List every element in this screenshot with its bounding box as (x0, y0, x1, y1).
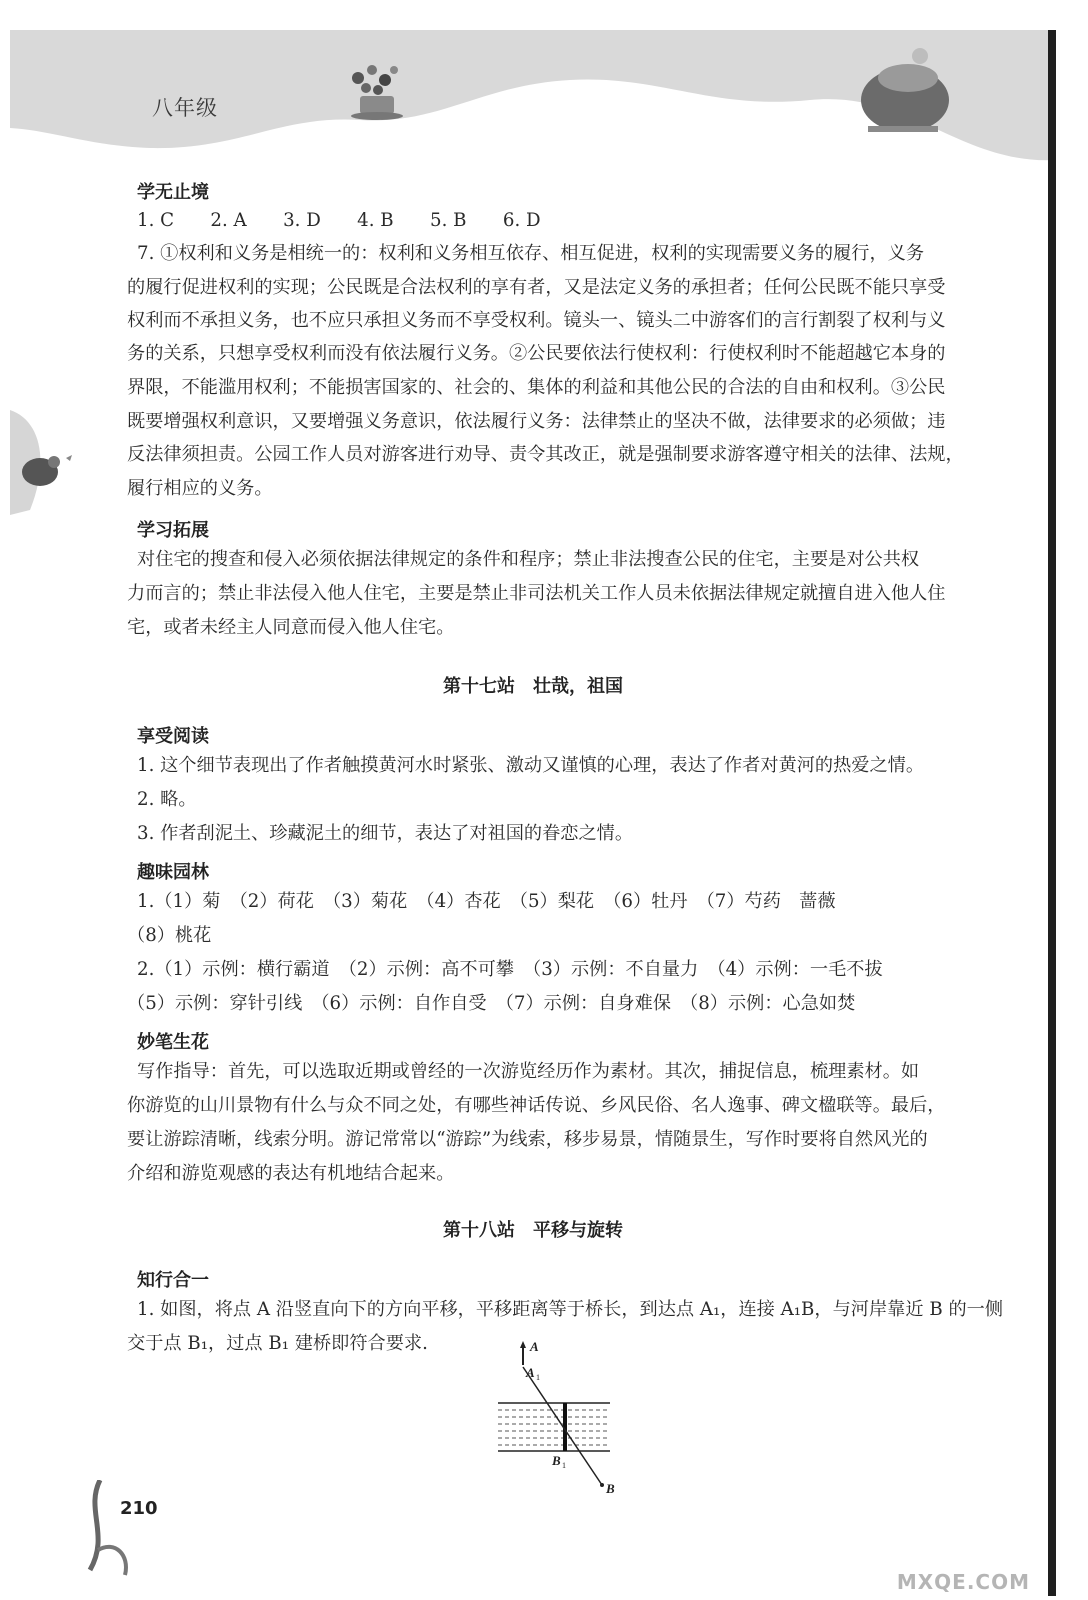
text-line: 1.（1）菊 （2）荷花 （3）菊花 （4）杏花 （5）梨花 （6）牡丹 （7）芍药 蔷薇 (137, 891, 836, 912)
text-line: 1. 这个细节表现出了作者触摸黄河水时紧张、激动又谨慎的心理，表达了作者对黄河的热爱之情。 (137, 755, 925, 776)
section-title-xuewuzhijing: 学无止境 (137, 182, 209, 203)
text-line: 3. 作者刮泥土、珍藏泥土的细节，表达了对祖国的眷恋之情。 (137, 823, 634, 844)
page (10, 30, 1056, 1596)
text-line: 履行相应的义务。 (127, 478, 273, 499)
label-B1-subscript: 1 (562, 1461, 566, 1470)
bird-illustration (10, 400, 80, 520)
text-line: 宅，或者未经主人同意而侵入他人住宅。 (127, 617, 455, 638)
label-B: B (606, 1481, 615, 1495)
section-title-xiangshouyuedu: 享受阅读 (137, 726, 209, 747)
bridge-diagram (490, 1335, 630, 1495)
section-title-zhixingheyi: 知行合一 (137, 1270, 209, 1291)
label-A: A (530, 1339, 539, 1354)
label-A1: A (526, 1365, 535, 1380)
text-line: 1. 如图，将点 A 沿竖直向下的方向平移，平移距离等于桥长，到达点 A₁，连接 A₁B，与河岸靠近 B 的一侧 (137, 1299, 1004, 1320)
section-title-quweiyuanlin: 趣味园林 (137, 862, 209, 883)
text-line: 2.（1）示例：横行霸道 （2）示例：高不可攀 （3）示例：不自量力 （4）示例：一毛不拔 (137, 959, 883, 980)
label-B1: B (552, 1453, 561, 1468)
text-line: 写作指导：首先，可以选取近期或曾经的一次游览经历作为素材。其次，捕捉信息，梳理素材。如 (137, 1061, 920, 1082)
text-line: 7. ①权利和义务是相统一的：权利和义务相互依存、相互促进，权利的实现需要义务的履行，义务 (137, 243, 925, 264)
watermark: MXQE.COM (896, 1570, 1030, 1594)
text-line: 你游览的山川景物有什么与众不同之处，有哪些神话传说、乡风民俗、名人逸事、碑文楹联等。最后， (127, 1095, 946, 1116)
section-title-miaobishenghua: 妙笔生花 (137, 1032, 209, 1053)
text-line: 既要增强权利意识，又要增强义务意识，依法履行义务：法律禁止的坚决不做，法律要求的必须做；违 (127, 411, 946, 432)
text-line: 权利而不承担义务，也不应只承担义务而不享受权利。镜头一、镜头二中游客们的言行割裂了权利与义 (127, 310, 946, 331)
chapter-title-18: 第十八站 平移与旋转 (443, 1220, 623, 1241)
text-line: 反法律须担责。公园工作人员对游客进行劝导、责令其改正，就是强制要求游客遵守相关的法律、法规， (127, 444, 964, 465)
chapter-title-17: 第十七站 壮哉，祖国 (443, 676, 623, 697)
text-line: 2. 略。 (137, 789, 197, 810)
text-line: （8）桃花 (127, 925, 212, 946)
text-line: 1. C 2. A 3. D 4. B 5. B 6. D (137, 210, 541, 231)
text-line: 界限，不能滥用权利；不能损害国家的、社会的、集体的利益和其他公民的合法的自由和权利。③公民 (127, 377, 946, 398)
text-line: 对住宅的搜查和侵入必须依据法律规定的条件和程序；禁止非法搜查公民的住宅，主要是对公共权 (137, 549, 920, 570)
text-line: 务的关系，只想享受权利而没有依法履行义务。②公民要依法行使权利：行使权利时不能超越它本身的 (127, 343, 946, 364)
text-line: 要让游踪清晰，线索分明。游记常常以“游踪”为线索，移步易景，情随景生，写作时要将自然风光的 (127, 1129, 928, 1150)
text-line: 介绍和游览观感的表达有机地结合起来。 (127, 1163, 455, 1184)
page-number: 210 (120, 1498, 158, 1519)
corner-decoration (80, 1480, 150, 1580)
text-line: 力而言的；禁止非法侵入他人住宅，主要是禁止非司法机关工作人员未依据法律规定就擅自进入他人住 (127, 583, 946, 604)
text-line: 交于点 B₁，过点 B₁ 建桥即符合要求. (127, 1333, 428, 1354)
text-line: 的履行促进权利的实现；公民既是合法权利的享有者，又是法定义务的承担者；任何公民既不能只享受 (127, 277, 946, 298)
grade-label: 八年级 (152, 96, 218, 120)
text-line: （5）示例：穿针引线 （6）示例：自作自受 （7）示例：自身难保 （8）示例：心急如焚 (127, 993, 856, 1014)
section-title-xuexituozhan: 学习拓展 (137, 520, 209, 541)
label-A1-subscript: 1 (536, 1373, 540, 1382)
